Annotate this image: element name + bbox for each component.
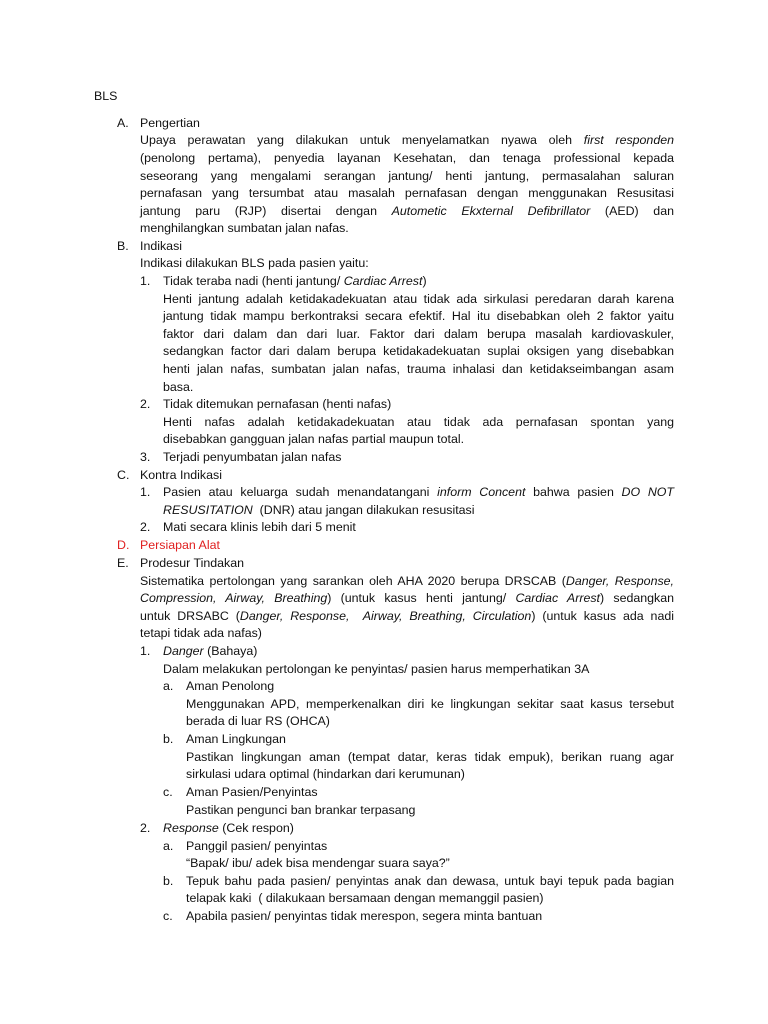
sub-letter: a. — [163, 679, 174, 693]
paragraph-line: Pastikan pengunci ban brankar terpasang — [186, 803, 416, 817]
section-c-heading: Kontra Indikasi — [140, 468, 222, 482]
sub-letter: b. — [163, 732, 174, 746]
sub-title: Aman Lingkungan — [186, 732, 286, 746]
document-title: BLS — [94, 89, 118, 103]
section-a-line: (penolong pertama), penyedia layanan Kesehatan, dan tenaga professional kepada — [140, 151, 674, 165]
sub-title: Apabila pasien/ penyintas tidak merespon, segera minta bantuan — [186, 909, 543, 923]
paragraph-line: “Bapak/ ibu/ adek bisa mendengar suara saya?” — [186, 856, 450, 870]
paragraph-line: sirkulasi udara optimal (hindarkan dari kerumunan) — [186, 767, 465, 781]
paragraph-line: Menggunakan APD, memperkenalkan diri ke lingkungan sekitar saat kasus tersebut — [186, 697, 674, 711]
list-item-title: Tidak teraba nadi (henti jantung/ Cardiac Arrest) — [163, 274, 427, 288]
list-number: 2. — [140, 821, 151, 835]
paragraph-line: untuk DRSABC (Danger, Response, Airway, Breathing, Circulation) (untuk kasus ada nadi — [140, 609, 674, 623]
paragraph-line: Henti jantung adalah ketidakadekuatan atau tidak ada sirkulasi peredaran darah karena — [163, 292, 674, 306]
sub-title: Aman Pasien/Penyintas — [186, 785, 318, 799]
paragraph-line: Henti nafas adalah ketidakadekuatan atau tidak ada pernafasan spontan yang — [163, 415, 674, 429]
list-number: 1. — [140, 485, 151, 499]
paragraph-line: disebabkan gangguan jalan nafas partial maupun total. — [163, 432, 465, 446]
list-item-title: Terjadi penyumbatan jalan nafas — [163, 450, 342, 464]
paragraph-line: sedangkan factor dari dalam berupa ketidakadekuatan suplai oksigen yang disebabkan — [163, 344, 674, 358]
list-number: 1. — [140, 644, 151, 658]
step-intro: Dalam melakukan pertolongan ke penyintas/ pasien harus memperhatikan 3A — [163, 662, 590, 676]
section-a-line: menghilangkan sumbatan jalan nafas. — [140, 221, 349, 235]
paragraph-line: berada di luar RS (OHCA) — [186, 714, 330, 728]
list-number: 3. — [140, 450, 151, 464]
paragraph-line: Compression, Airway, Breathing) (untuk kasus henti jantung/ Cardiac Arrest) sedangkan — [140, 591, 674, 605]
paragraph-line: tetapi tidak ada nafas) — [140, 626, 262, 640]
paragraph-line: henti jalan nafas, sumbatan jalan nafas, trauma inhalasi dan ketidakseimbangan asam — [163, 362, 674, 376]
section-e-marker: E. — [117, 556, 129, 570]
sub-title: Tepuk bahu pada pasien/ penyintas anak dan dewasa, untuk bayi tepuk pada bagian — [186, 874, 674, 888]
section-a-heading: Pengertian — [140, 116, 200, 130]
list-number: 2. — [140, 520, 151, 534]
sub-letter: b. — [163, 874, 174, 888]
section-a-line: seseorang yang mengalami serangan jantung/ henti jantung, permasalahan saluran — [140, 169, 674, 183]
section-e-heading: Prodesur Tindakan — [140, 556, 245, 570]
section-a-line: jantung paru (RJP) disertai dengan Autometic Ekxternal Defibrillator (AED) dan — [140, 204, 674, 218]
paragraph-line: Pasien atau keluarga sudah menandatangani inform Concent bahwa pasien DO NOT — [163, 485, 674, 499]
sub-letter: c. — [163, 909, 173, 923]
section-a-marker: A. — [117, 116, 129, 130]
paragraph-line: telapak kaki ( dilakukaan bersamaan dengan memanggil pasien) — [186, 891, 544, 905]
paragraph-line: basa. — [163, 380, 194, 394]
paragraph-line: Sistematika pertolongan yang sarankan oleh AHA 2020 berupa DRSCAB (Danger, Response, — [140, 574, 674, 588]
section-b-marker: B. — [117, 239, 129, 253]
section-b-heading: Indikasi — [140, 239, 183, 253]
paragraph-line: jantung tidak mampu berkontraksi secara efektif. Hal itu disebabkan oleh 2 faktor yaitu — [163, 309, 674, 323]
sub-title: Panggil pasien/ penyintas — [186, 839, 328, 853]
section-d-heading: Persiapan Alat — [140, 538, 220, 552]
paragraph-line: faktor dari dalam dan dari luar. Faktor dari dalam berupa masalah kardiovaskuler, — [163, 327, 674, 341]
section-a-line: pernafasan yang tersumbat atau masalah pernafasan dengan menggunakan Resusitasi — [140, 186, 674, 200]
sub-title: Aman Penolong — [186, 679, 275, 693]
paragraph-line: RESUSITATION (DNR) atau jangan dilakukan resusitasi — [163, 503, 475, 517]
section-a-line: Upaya perawatan yang dilakukan untuk menyelamatkan nyawa oleh first responden — [140, 133, 674, 147]
list-item-title: Mati secara klinis lebih dari 5 menit — [163, 520, 356, 534]
step-title: Danger (Bahaya) — [163, 644, 258, 658]
section-b-intro: Indikasi dilakukan BLS pada pasien yaitu: — [140, 256, 369, 270]
sub-letter: a. — [163, 839, 174, 853]
list-item-title: Tidak ditemukan pernafasan (henti nafas) — [163, 397, 392, 411]
section-c-marker: C. — [117, 468, 130, 482]
sub-letter: c. — [163, 785, 173, 799]
list-number: 2. — [140, 397, 151, 411]
list-number: 1. — [140, 274, 151, 288]
step-title: Response (Cek respon) — [163, 821, 294, 835]
section-d-marker: D. — [117, 538, 130, 552]
paragraph-line: Pastikan lingkungan aman (tempat datar, keras tidak empuk), berikan ruang agar — [186, 750, 674, 764]
